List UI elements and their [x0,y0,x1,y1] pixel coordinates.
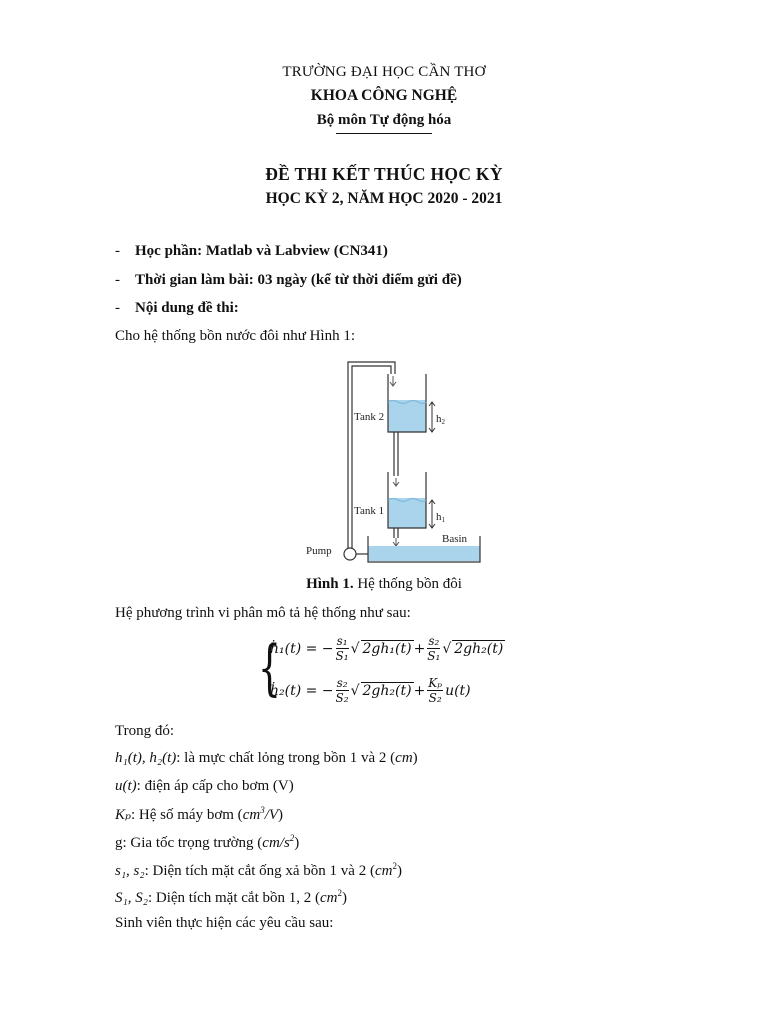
department-name: Bộ môn Tự động hóa [316,112,452,128]
definition-h: h₁(t), h₂(t): là mực chất lỏng trong bồn 1 và 2 (cm) [115,750,418,766]
eq2-frac-2: $\frac{\text{Kₚ}}{\text{S₂}}$ [428,676,443,705]
department-underline [336,133,432,134]
equation-row-2: ḣ₂(t) = − $\frac{\text{s₂}}{\text{S₂}}$ √ 2gh₂(t) + $\frac{\text{Kₚ}}{\text{S₂}}$ u(t) [270,676,471,705]
bullet-dash: - [115,243,120,259]
where-text: Trong đó: [115,723,175,739]
figure-caption [0,576,768,593]
caption-text: Hệ thống bồn đôi [353,576,462,592]
equation-row-1: ḣ₁(t) = − $\frac{\text{s₁}}{\text{S₁}}$ √ 2gh₁(t) + $\frac{\text{s₂}}{\text{S₁}}$ √ 2gh₂(t) [270,634,504,663]
eq1-sqrt-2: 2gh₂(t) [454,641,504,657]
closing-text: Sinh viên thực hiện các yêu cầu sau: [115,915,334,931]
equations-intro: Hệ phương trình vi phân mô tả hệ thống như sau: [115,605,411,621]
h1-label: h1 [436,511,445,524]
double-tank-figure [300,360,490,565]
school-name: TRƯỜNG ĐẠI HỌC CẦN THƠ [282,64,486,80]
definition-u: u(t): điện áp cấp cho bơm (V) [115,778,294,794]
eq1-sqrt-1: 2gh₁(t) [362,641,412,657]
eq1-lhs: ḣ₁(t) = − [270,640,334,657]
definition-kp: Kₚ: Hệ số máy bơm $(cm^3/V)$ [115,805,284,823]
eq1-frac-2: $\frac{\text{s₂}}{\text{S₁}}$ [427,634,441,663]
bullet-duration [115,272,462,289]
exam-title: ĐỀ THI KẾT THÚC HỌC KỲ [265,164,503,184]
pump-pipe-inner [352,366,391,550]
bullet-content-label: Nội dung đề thi: [135,300,239,316]
basin-water [368,546,480,561]
tank-2-water [388,400,426,432]
bullet-duration-label: Thời gian làm bài: 03 ngày (kể từ thời điểm gửi đề) [135,272,462,288]
h2-label: h2 [436,413,445,426]
eq2-lhs: ḣ₂(t) = − [270,682,334,699]
bullet-content [115,300,239,317]
basin-label: Basin [442,533,468,545]
bullet-dash: - [115,272,120,288]
faculty-name: KHOA CÔNG NGHỆ [310,87,458,104]
tank-1-label: Tank 1 [354,505,385,517]
equation-system [258,632,548,712]
equation-brace: { [258,633,281,703]
bullet-course-label: Học phần: Matlab và Labview (CN341) [135,243,388,259]
definition-s-small: s₁, s₂: Diện tích mặt cắt ống xả bồn 1 và 2 $(cm^2)$ [115,861,402,879]
bullet-dash: - [115,300,120,316]
eq2-frac-1: $\frac{\text{s₂}}{\text{S₂}}$ [335,676,349,705]
bullet-course [115,243,388,260]
intro-text: Cho hệ thống bồn nước đôi như Hình 1: [115,328,356,344]
eq2-tail: u(t) [445,682,471,699]
caption-label: Hình 1. [306,576,354,592]
pump-symbol [344,548,356,560]
exam-subtitle: HỌC KỲ 2, NĂM HỌC 2020 - 2021 [265,190,503,207]
definition-g: g: Gia tốc trọng trường $(cm/s^2)$ [115,833,300,851]
eq2-sqrt-1: 2gh₂(t) [362,683,412,699]
eq1-frac-1: $\frac{\text{s₁}}{\text{S₁}}$ [335,634,349,663]
tank-1-water [388,498,426,528]
pump-label: Pump [306,545,332,557]
tank-2-label: Tank 2 [354,411,385,423]
definition-s-large: S₁, S₂: Diện tích mặt cắt bồn 1, 2 $(cm^2)$ [115,888,347,906]
